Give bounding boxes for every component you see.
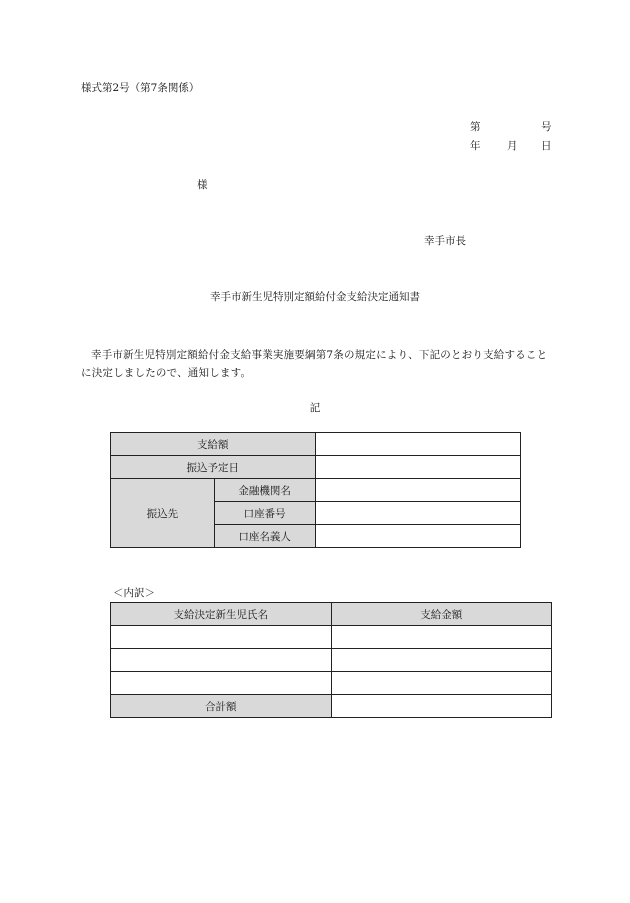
account-holder-label: 口座名義人	[214, 525, 315, 548]
table-row	[111, 649, 552, 672]
payment-table	[110, 432, 521, 548]
amount-cell	[331, 626, 552, 649]
table-row	[111, 672, 552, 695]
ki-heading: 記	[309, 402, 321, 414]
table-row	[111, 626, 552, 649]
newborn-name-header: 支給決定新生児氏名	[111, 603, 332, 626]
body-text: 幸手市新生児特別定額給付金支給事業実施要綱第7条の規定により、下記のとおり支給することに決定しましたので、通知します。	[81, 349, 548, 379]
account-number-label: 口座番号	[214, 502, 315, 525]
date-day: 日	[541, 140, 552, 152]
scheduled-date-label: 振込予定日	[111, 456, 316, 479]
document-title: 幸手市新生児特別定額給付金支給決定通知書	[210, 291, 420, 303]
scheduled-date-value	[315, 456, 520, 479]
bank-name-label: 金融機関名	[214, 479, 315, 502]
breakdown-table	[110, 602, 552, 718]
account-holder-value	[315, 525, 520, 548]
newborn-name-cell	[111, 626, 332, 649]
date-year: 年	[470, 140, 481, 152]
newborn-name-cell	[111, 672, 332, 695]
number-prefix: 第	[470, 121, 481, 133]
number-suffix: 号	[541, 121, 552, 133]
amount-cell	[331, 672, 552, 695]
date-month: 月	[507, 140, 518, 152]
breakdown-label: ＜内訳＞	[113, 587, 155, 599]
amount-value	[315, 433, 520, 456]
amount-header: 支給金額	[331, 603, 552, 626]
amount-label: 支給額	[111, 433, 316, 456]
form-number: 様式第2号（第7条関係）	[81, 82, 200, 94]
newborn-name-cell	[111, 649, 332, 672]
addressee: 様	[197, 179, 208, 191]
total-label: 合計額	[111, 695, 332, 718]
issuer: 幸手市長	[424, 235, 466, 247]
destination-label: 振込先	[111, 479, 215, 548]
amount-cell	[331, 649, 552, 672]
account-number-value	[315, 502, 520, 525]
total-value	[331, 695, 552, 718]
bank-name-value	[315, 479, 520, 502]
